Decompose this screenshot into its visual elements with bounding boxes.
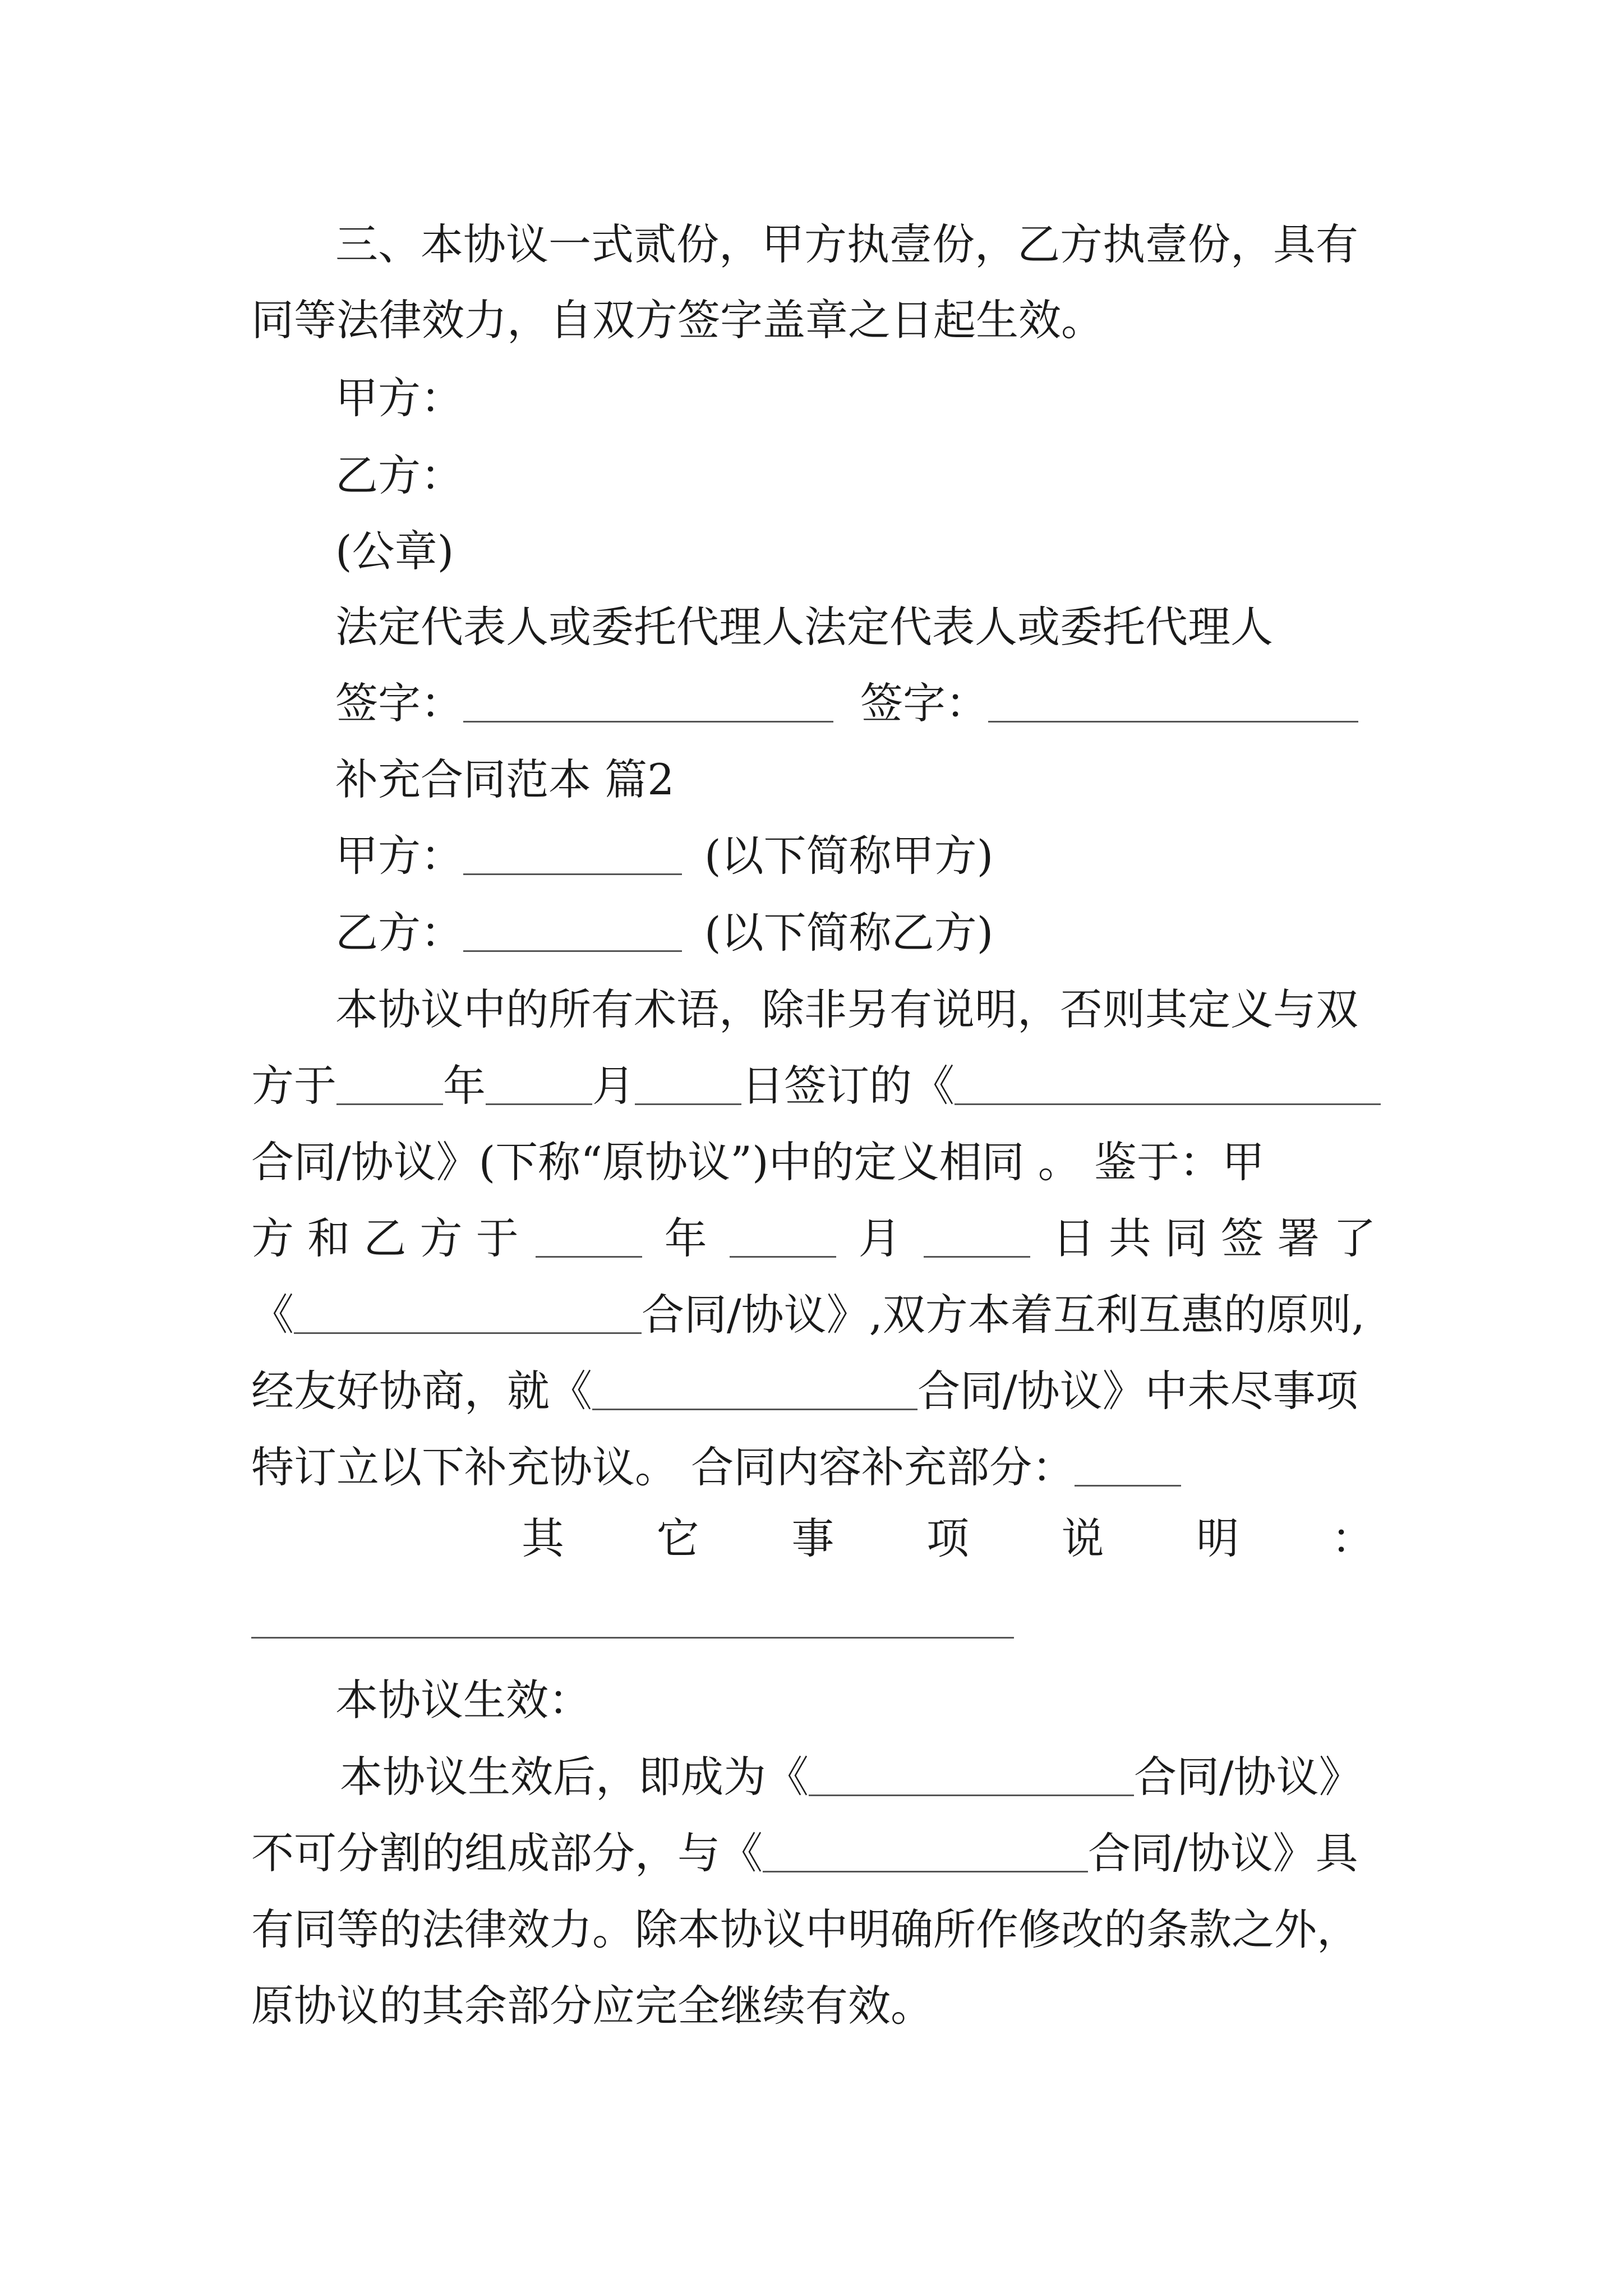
effect-text-2b: 合同/协议》具 (1088, 1828, 1358, 1878)
party-a-label (335, 373, 463, 423)
clause3-line1 (335, 219, 1358, 269)
contract-name-blank-3[interactable] (592, 1372, 917, 1410)
party-b-label-text: 乙方： (335, 450, 463, 500)
terms-line5 (251, 1290, 1365, 1340)
effect-text-3: 有同等的法律效力。除本协议中明确所作修改的条款之外， (251, 1904, 1359, 1954)
month-blank-2[interactable] (730, 1219, 836, 1258)
party-b-line (335, 908, 994, 958)
terms-line6 (251, 1366, 1358, 1416)
supplement-blank[interactable] (1075, 1448, 1181, 1487)
party-b-label (335, 450, 463, 500)
party-a-label-text: 甲方： (335, 373, 463, 423)
terms-text-1: 本协议中的所有术语，除非另有说明，否则其定义与双 (335, 984, 1358, 1034)
other-matters-char: 说 (1061, 1513, 1104, 1563)
party-a-blank[interactable] (463, 836, 682, 875)
terms-line1 (335, 984, 1358, 1034)
terms-line4 (251, 1213, 1376, 1263)
other-matters-heading (522, 1513, 1374, 1563)
terms-text-5b: 合同/协议》,双方本着互利互惠的原则, (642, 1290, 1365, 1340)
party-b-short: (以下简称乙方) (704, 908, 994, 958)
sign-label-b: 签字： (860, 678, 988, 728)
year-blank-2[interactable] (536, 1219, 642, 1258)
other-matters-char: 明 (1196, 1513, 1239, 1563)
month-label-1: 月 (592, 1061, 635, 1111)
section-title-text: 补充合同范本 篇2 (335, 754, 675, 804)
effect-line4 (251, 1981, 933, 2031)
representatives-text: 法定代表人或委托代理人法定代表人或委托代理人 (335, 602, 1273, 652)
effect-line3 (251, 1904, 1359, 1954)
contract-name-blank-4[interactable] (809, 1757, 1134, 1796)
contract-name-blank-5[interactable] (763, 1834, 1088, 1872)
effective-label (335, 1675, 591, 1725)
terms-text-3: 合同/协议》(下称“原协议”)中的定义相同 。 鉴于：甲 (251, 1137, 1265, 1187)
effect-text-2a: 不可分割的组成部分，与《 (251, 1828, 763, 1878)
effect-line2 (251, 1828, 1358, 1878)
effect-text-1a: 本协议生效后，即成为《 (340, 1752, 809, 1802)
other-matters-char: 它 (656, 1513, 699, 1563)
contract-name-blank-2[interactable] (294, 1295, 642, 1334)
open-quote-1: 《 (251, 1290, 294, 1340)
day-blank-2[interactable] (924, 1219, 1030, 1258)
other-matters-char: 其 (522, 1513, 564, 1563)
representatives-line (335, 602, 1273, 652)
terms-text-7: 特订立以下补充协议。 合同内容补充部分： (251, 1442, 1075, 1492)
seal-text: (公章) (335, 526, 454, 576)
other-matters-blank[interactable] (251, 1637, 1014, 1639)
day-blank-1[interactable] (635, 1066, 741, 1105)
section-title (335, 754, 675, 804)
party-b-blank[interactable] (463, 913, 682, 952)
effect-text-1b: 合同/协议》 (1134, 1752, 1362, 1802)
terms-line2 (251, 1061, 1381, 1111)
year-blank-1[interactable] (336, 1066, 443, 1105)
effect-line1 (340, 1752, 1362, 1802)
month-label-2: 月 (858, 1213, 901, 1263)
other-matters-char: 项 (926, 1513, 969, 1563)
terms-text-6a: 经友好协商，就《 (251, 1366, 592, 1416)
terms-text-2a: 方于 (251, 1061, 336, 1111)
party-a-label-2: 甲方： (335, 831, 463, 881)
year-label-2: 年 (664, 1213, 707, 1263)
clause3-text-2: 同等法律效力，自双方签字盖章之日起生效。 (251, 295, 1104, 345)
seal-label (335, 526, 454, 576)
contract-name-blank-1[interactable] (955, 1066, 1381, 1105)
clause3-text-1: 三、本协议一式贰份，甲方执壹份，乙方执壹份，具有 (335, 219, 1358, 269)
other-matters-char: ： (1331, 1513, 1374, 1563)
clause3-line2 (251, 295, 1104, 345)
year-label-1: 年 (443, 1061, 486, 1111)
terms-text-4a: 方 和 乙 方 于 (251, 1213, 519, 1263)
signature-line (335, 678, 1358, 728)
sign-label-a: 签字： (335, 678, 463, 728)
signature-blank-b[interactable] (988, 684, 1358, 723)
party-a-short: (以下简称甲方) (704, 831, 994, 881)
terms-line3 (251, 1137, 1265, 1187)
terms-line7 (251, 1442, 1181, 1492)
effect-text-4: 原协议的其余部分应完全继续有效。 (251, 1981, 933, 2031)
terms-text-4b: 日 共 同 签 署 了 (1052, 1213, 1376, 1263)
terms-text-2b: 日签订的《 (741, 1061, 955, 1111)
party-b-label-2: 乙方： (335, 908, 463, 958)
terms-text-6b: 合同/协议》中未尽事项 (917, 1366, 1358, 1416)
party-a-line (335, 831, 994, 881)
signature-blank-a[interactable] (463, 684, 833, 723)
other-matters-char: 事 (791, 1513, 834, 1563)
month-blank-1[interactable] (486, 1066, 592, 1105)
effective-label-text: 本协议生效： (335, 1675, 591, 1725)
